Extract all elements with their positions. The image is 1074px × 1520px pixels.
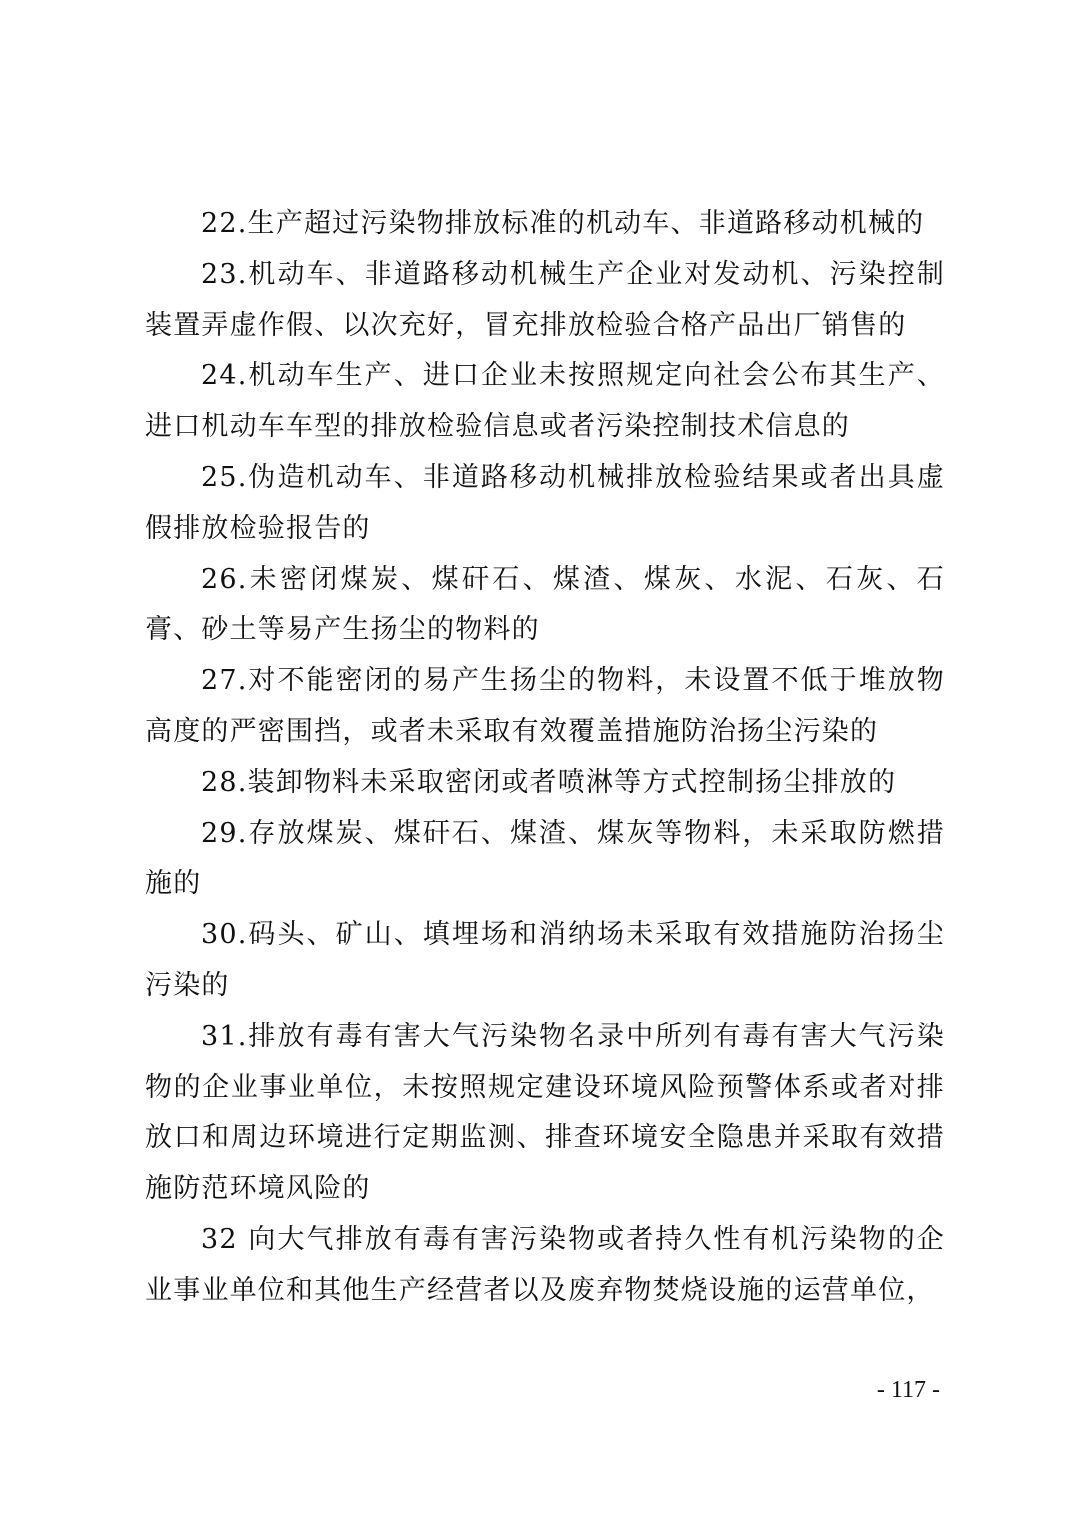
paragraph-item-30: 30.码头、矿山、填埋场和消纳场未采取有效措施防治扬尘污染的 bbox=[145, 919, 945, 1001]
paragraph-item-25: 25.伪造机动车、非道路移动机械排放检验结果或者出具虚假排放检验报告的 bbox=[145, 461, 945, 544]
paragraph-item-28: 28.装卸物料未采取密闭或者喷淋等方式控制扬尘排放的 bbox=[201, 766, 897, 798]
paragraph-item-32: 32 向大气排放有毒有害污染物或者持久性有机污染物的企业事业单位和其他生产经营者以及废弃物焚烧设施的运营单位， bbox=[145, 1223, 945, 1306]
paragraph-item-24: 24.机动车生产、进口企业未按照规定向社会公布其生产、进口机动车车型的排放检验信息或者污染控制技术信息的 bbox=[145, 360, 945, 443]
document-body bbox=[145, 199, 945, 1317]
page-number: - 117 - bbox=[876, 1377, 940, 1403]
paragraph-item-31: 31.排放有毒有害大气污染物名录中所列有毒有害大气污染物的企业事业单位，未按照规定建设环境风险预警体系或者对排放口和周边环境进行定期监测、排查环境安全隐患并采取有效措施防范环境风险的 bbox=[145, 1020, 945, 1205]
paragraph-item-29: 29.存放煤炭、煤矸石、煤渣、煤灰等物料，未采取防燃措施的 bbox=[145, 817, 945, 900]
paragraph-item-27: 27.对不能密闭的易产生扬尘的物料，未设置不低于堆放物高度的严密围挡，或者未采取有效覆盖措施防治扬尘污染的 bbox=[145, 665, 945, 747]
paragraph-item-22: 22.生产超过污染物排放标准的机动车、非道路移动机械的 bbox=[201, 208, 925, 239]
paragraph-item-23: 23.机动车、非道路移动机械生产企业对发动机、污染控制装置弄虚作假、以次充好，冒充排放检验合格产品出厂销售的 bbox=[145, 258, 945, 341]
paragraph-item-26: 26.未密闭煤炭、煤矸石、煤渣、煤灰、水泥、石灰、石膏、砂土等易产生扬尘的物料的 bbox=[145, 563, 945, 646]
